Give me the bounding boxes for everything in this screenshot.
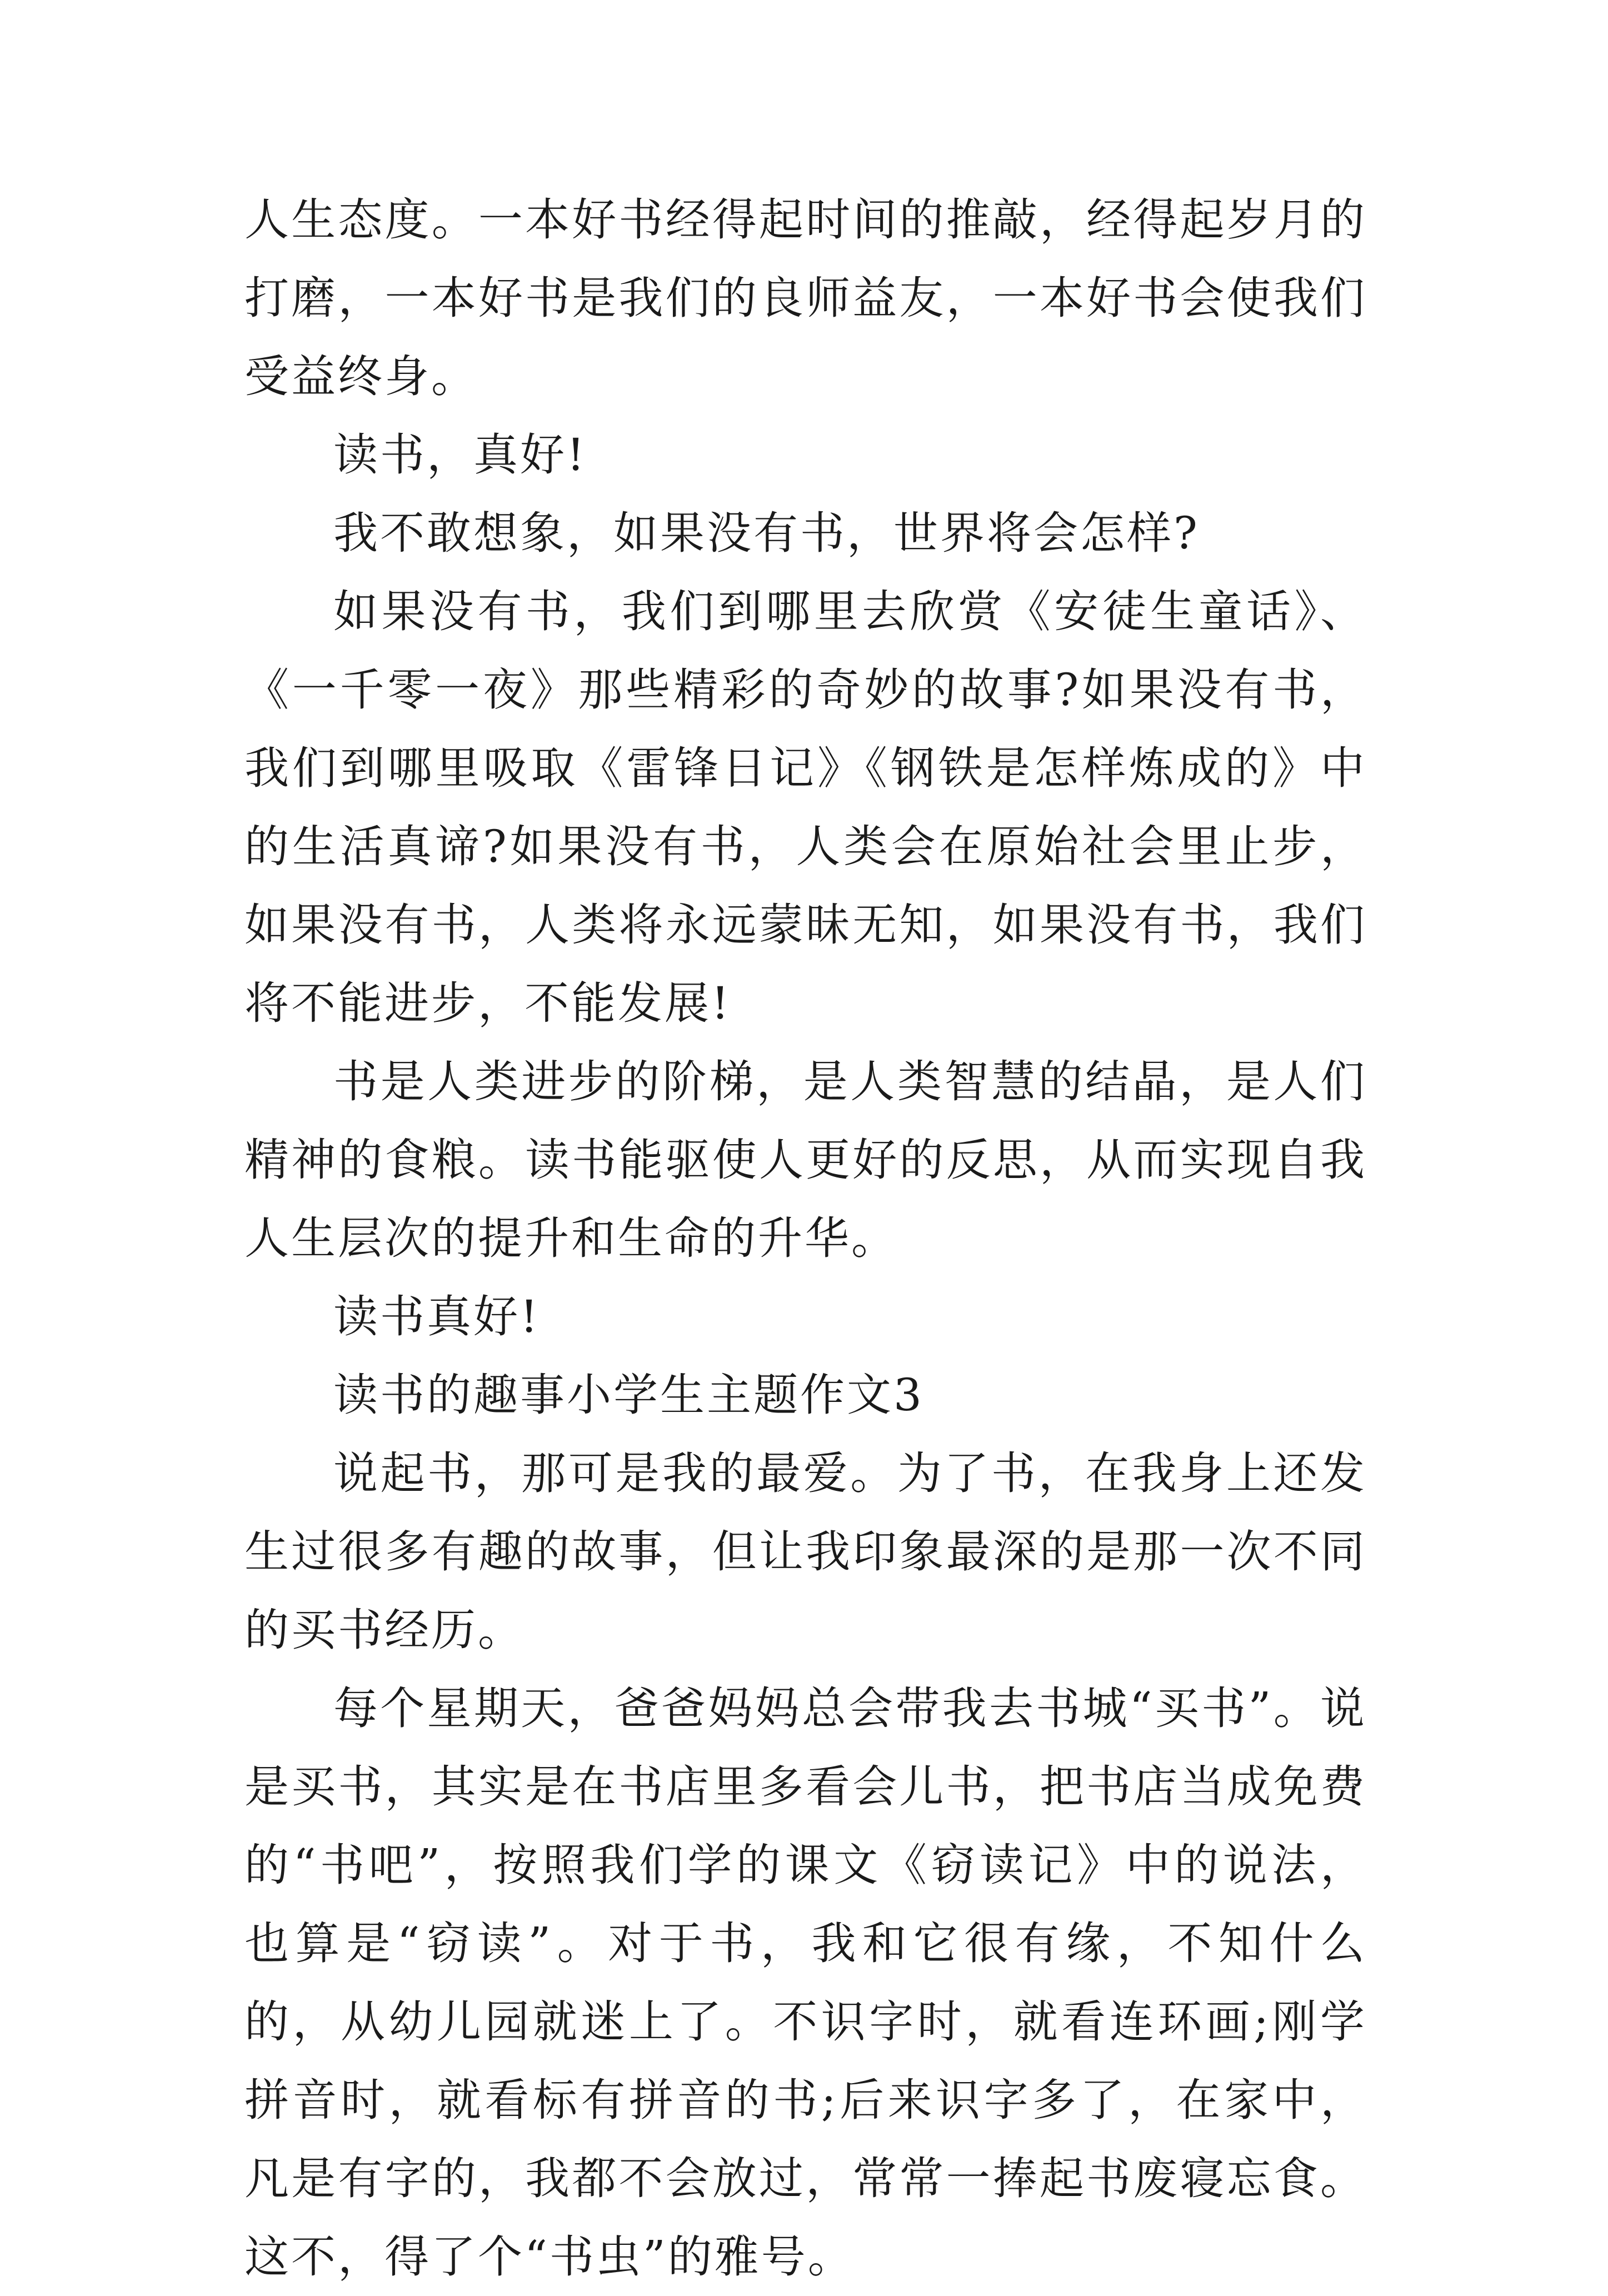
paragraph: 如果没有书，我们到哪里去欣赏《安徒生童话》、《一千零一夜》那些精彩的奇妙的故事?如果没有书，我们到哪里吸取《雷锋日记》《钢铁是怎样炼成的》中的生活真谛?如果没有书，人类会在原始社会里止步，如果没有书，人类将永远蒙昧无知，如果没有书，我们将不能进步，不能发展! — [244, 586, 1367, 1029]
document-body — [244, 181, 1367, 2296]
paragraph: 我不敢想象，如果没有书，世界将会怎样? — [333, 507, 1200, 559]
paragraph-continuation: 人生态度。一本好书经得起时间的推敲，经得起岁月的打磨，一本好书是我们的良师益友，一本好书会使我们受益终身。 — [244, 194, 1367, 402]
section-heading: 读书的趣事小学生主题作文3 — [333, 1369, 924, 1421]
paragraph: 读书，真好! — [333, 429, 587, 481]
paragraph: 每个星期天，爸爸妈妈总会带我去书城“买书”。说是买书，其实是在书店里多看会儿书，把书店当成免费的“书吧”，按照我们学的课文《窃读记》中的说法，也算是“窃读”。对于书，我和它很有缘，不知什么的，从幼儿园就迷上了。不识字时，就看连环画;刚学拼音时，就看标有拼音的书;后来识字多了，在家中，凡是有字的，我都不会放过，常常一捧起书废寝忘食。这不，得了个“书虫”的雅号。 — [244, 1683, 1367, 2283]
paragraph: 说起书，那可是我的最爱。为了书，在我身上还发生过很多有趣的故事，但让我印象最深的是那一次不同的买书经历。 — [244, 1448, 1367, 1656]
paragraph: 读书真好! — [333, 1291, 541, 1342]
paragraph: 书是人类进步的阶梯，是人类智慧的结晶，是人们精神的食粮。读书能驱使人更好的反思，从而实现自我人生层次的提升和生命的升华。 — [244, 1056, 1367, 1264]
